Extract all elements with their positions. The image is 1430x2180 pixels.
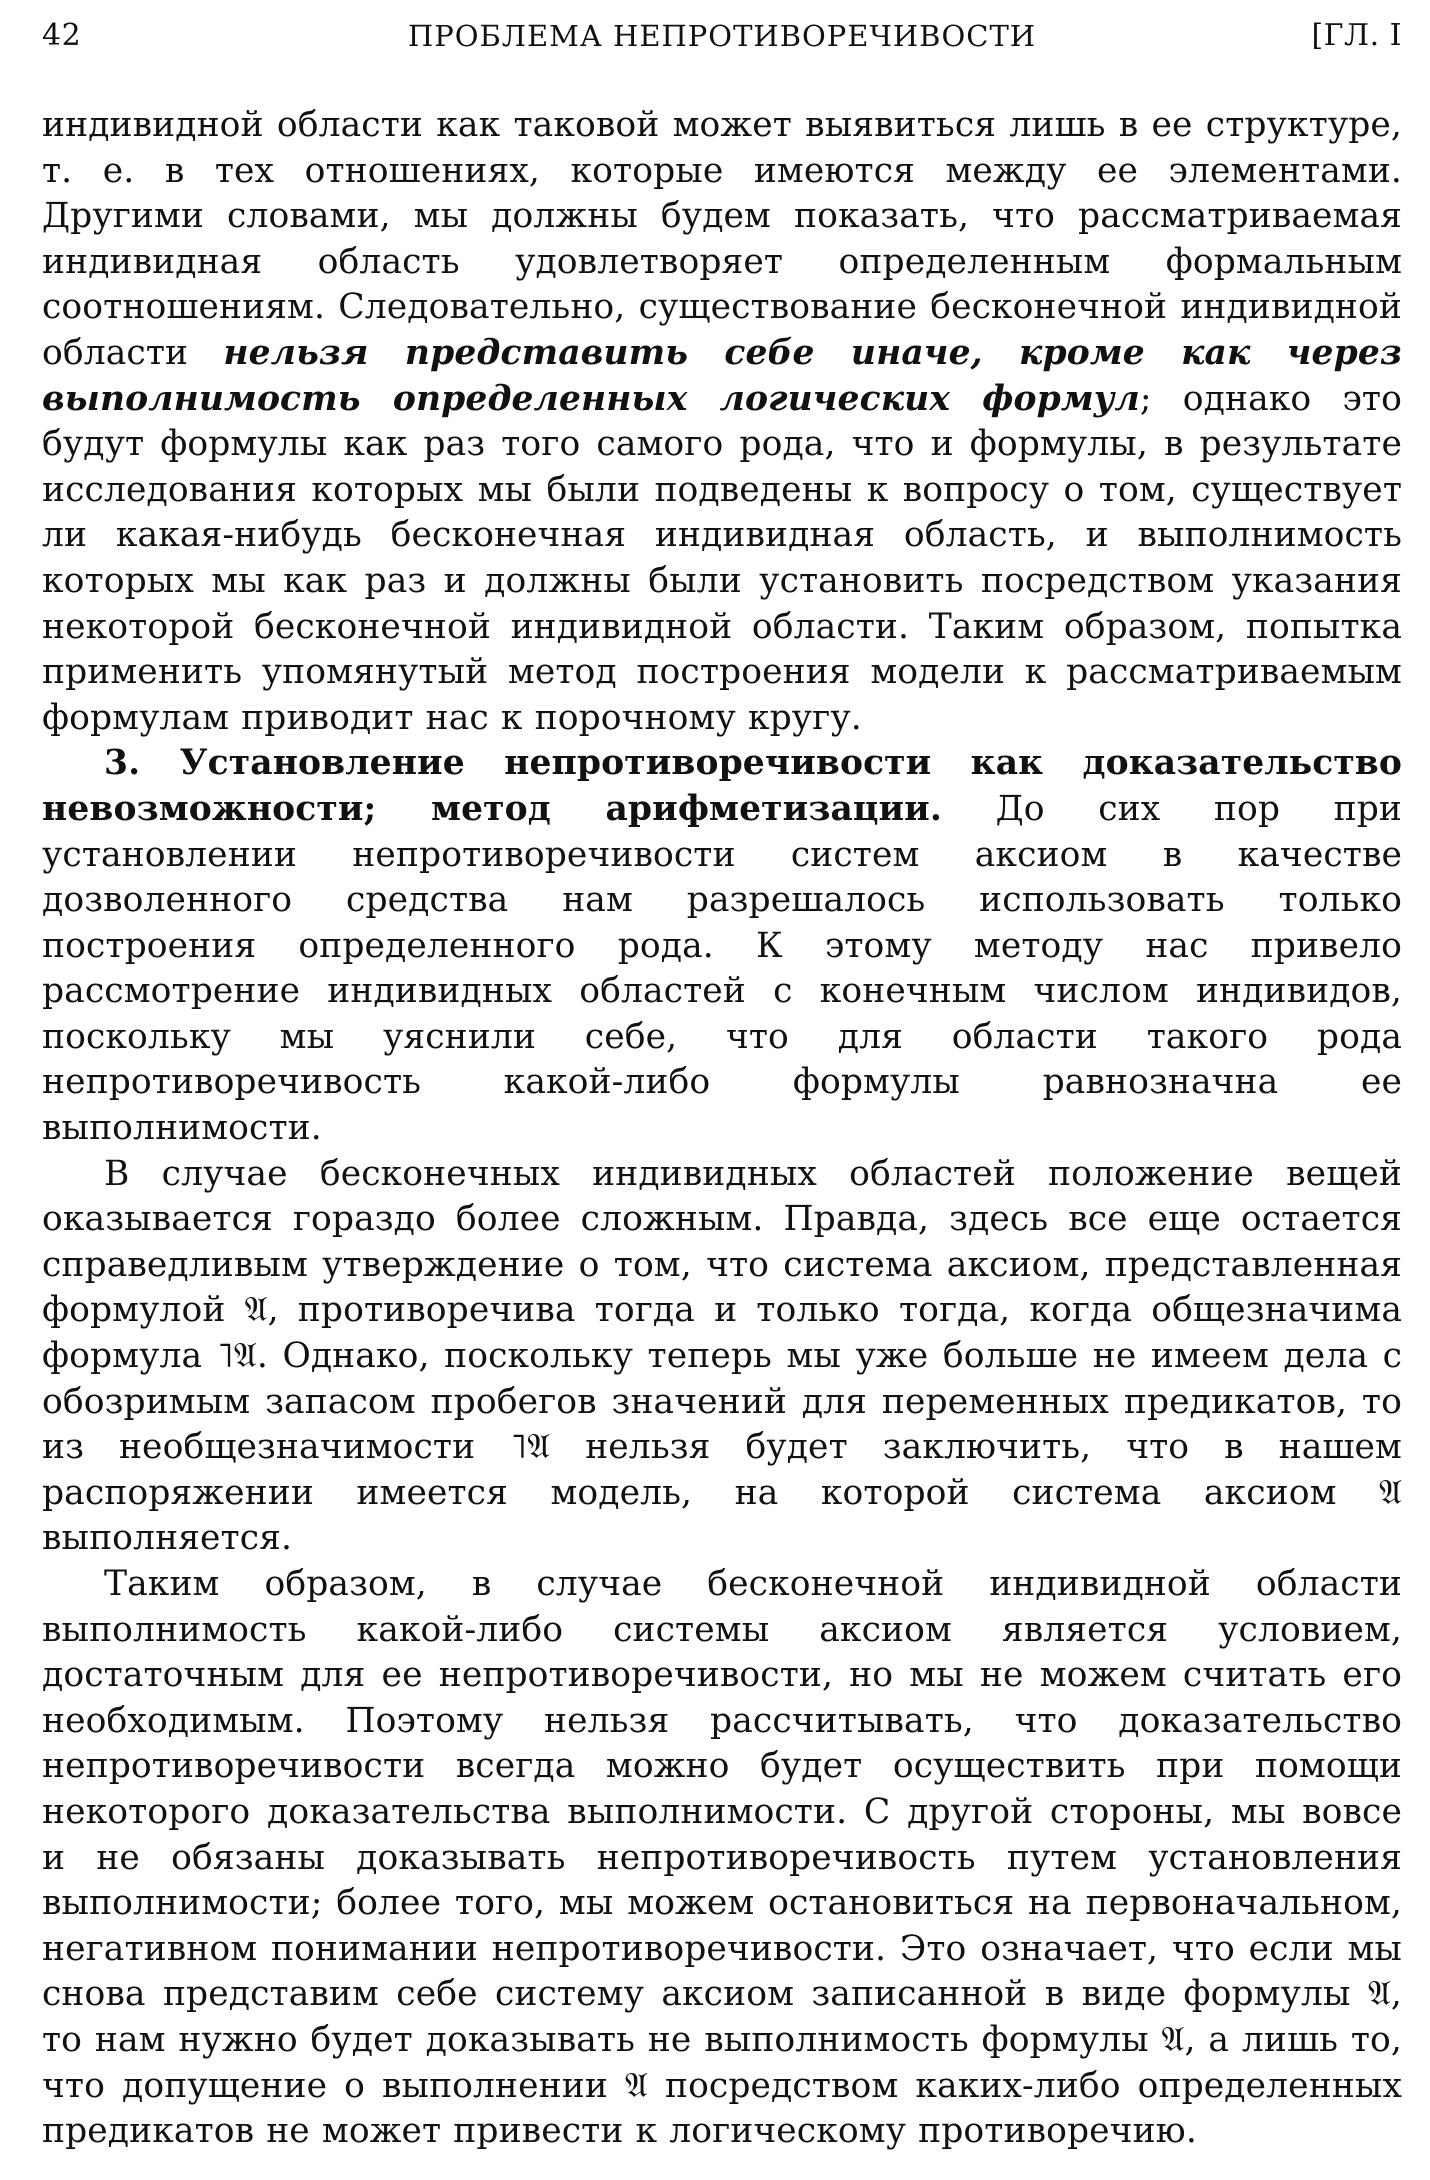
- paragraph-text: ; однако это будут формулы как раз того самого рода, что и формулы, в результате исследования которых мы были подведены к вопросу о том, существует ли какая-нибудь бесконечная индивидная область, и выполнимость которых мы как раз и должны были установить посредством указания некоторой бесконечной индивидной области. Таким образом, попытка применить упомянутый метод построения модели к рассматриваемым формулам приводит нас к порочному кругу.: [42, 378, 1402, 738]
- paragraph-text: В случае бесконечных индивидных областей положение вещей оказывается гораздо более сложным. Правда, здесь все еще остается справедливым утверждение о том, что система аксиом, представленная формулой 𝔄, противоречива тогда и только тогда, когда общезначима формула ˥𝔄. Однако, поскольку теперь мы уже больше не имеем дела с обозримым запасом пробегов значений для переменных предикатов, то из необщезначимости ˥𝔄 нельзя будет заключить, что в нашем распоряжении имеется модель, на которой система аксиом 𝔄 выполняется.: [42, 1153, 1402, 1559]
- page-number: 42: [42, 18, 82, 53]
- chapter-label: [ГЛ. I: [1311, 18, 1402, 53]
- paragraph: [42, 1562, 1402, 2155]
- section-heading: 3. Установление непротиворечивости как доказательство невозможности; метод арифметизации.: [42, 743, 1402, 829]
- paragraph-continued: [42, 103, 1402, 741]
- emphasized-text: нельзя представить себе иначе, кроме как через выполнимость определенных логических формул: [42, 332, 1402, 419]
- paragraph-text: До сих пор при установлении непротиворечивости систем аксиом в качестве дозволенного средства нам разрешалось использовать только построения определенного рода. К этому методу нас привело рассмотрение индивидных областей с конечным числом индивидов, поскольку мы уяснили себе, что для области такого рода непротиворечивость какой-либо формулы равнозначна ее выполнимости.: [42, 788, 1402, 1149]
- section-paragraph: [42, 741, 1402, 1151]
- paragraph: [42, 1152, 1402, 1562]
- paragraph-text: Таким образом, в случае бесконечной индивидной области выполнимость какой-либо системы аксиом является условием, достаточным для ее непротиворечивости, но мы не можем считать его необходимым. Поэтому нельзя рассчитывать, что доказательство непротиворечивости всегда можно будет осуществить при помощи некоторого доказательства выполнимости. С другой стороны, мы вовсе и не обязаны доказывать непротиворечивость путем установления выполнимости; более того, мы можем остановиться на первоначальном, негативном понимании непротиворечивости. Это означает, что если мы снова представим себе систему аксиом записанной в виде формулы 𝔄, то нам нужно будет доказывать не выполнимость формулы 𝔄, а лишь то, что допущение о выполнении 𝔄 посредством каких-либо определенных предикатов не может привести к логическому противоречию.: [42, 1564, 1402, 2152]
- running-title: ПРОБЛЕМА НЕПРОТИВОРЕЧИВОСТИ: [407, 19, 1037, 53]
- body-text: [42, 103, 1402, 2155]
- running-head: [42, 14, 1402, 58]
- paragraph-text: индивидной области как таковой может выявиться лишь в ее структуре, т. е. в тех отношениях, которые имеются между ее элементами. Другими словами, мы должны будем показать, что рассматриваемая индивидная область удовлетворяет определенным формальным соотношениям. Следовательно, существование бесконечной индивидной области: [42, 105, 1402, 373]
